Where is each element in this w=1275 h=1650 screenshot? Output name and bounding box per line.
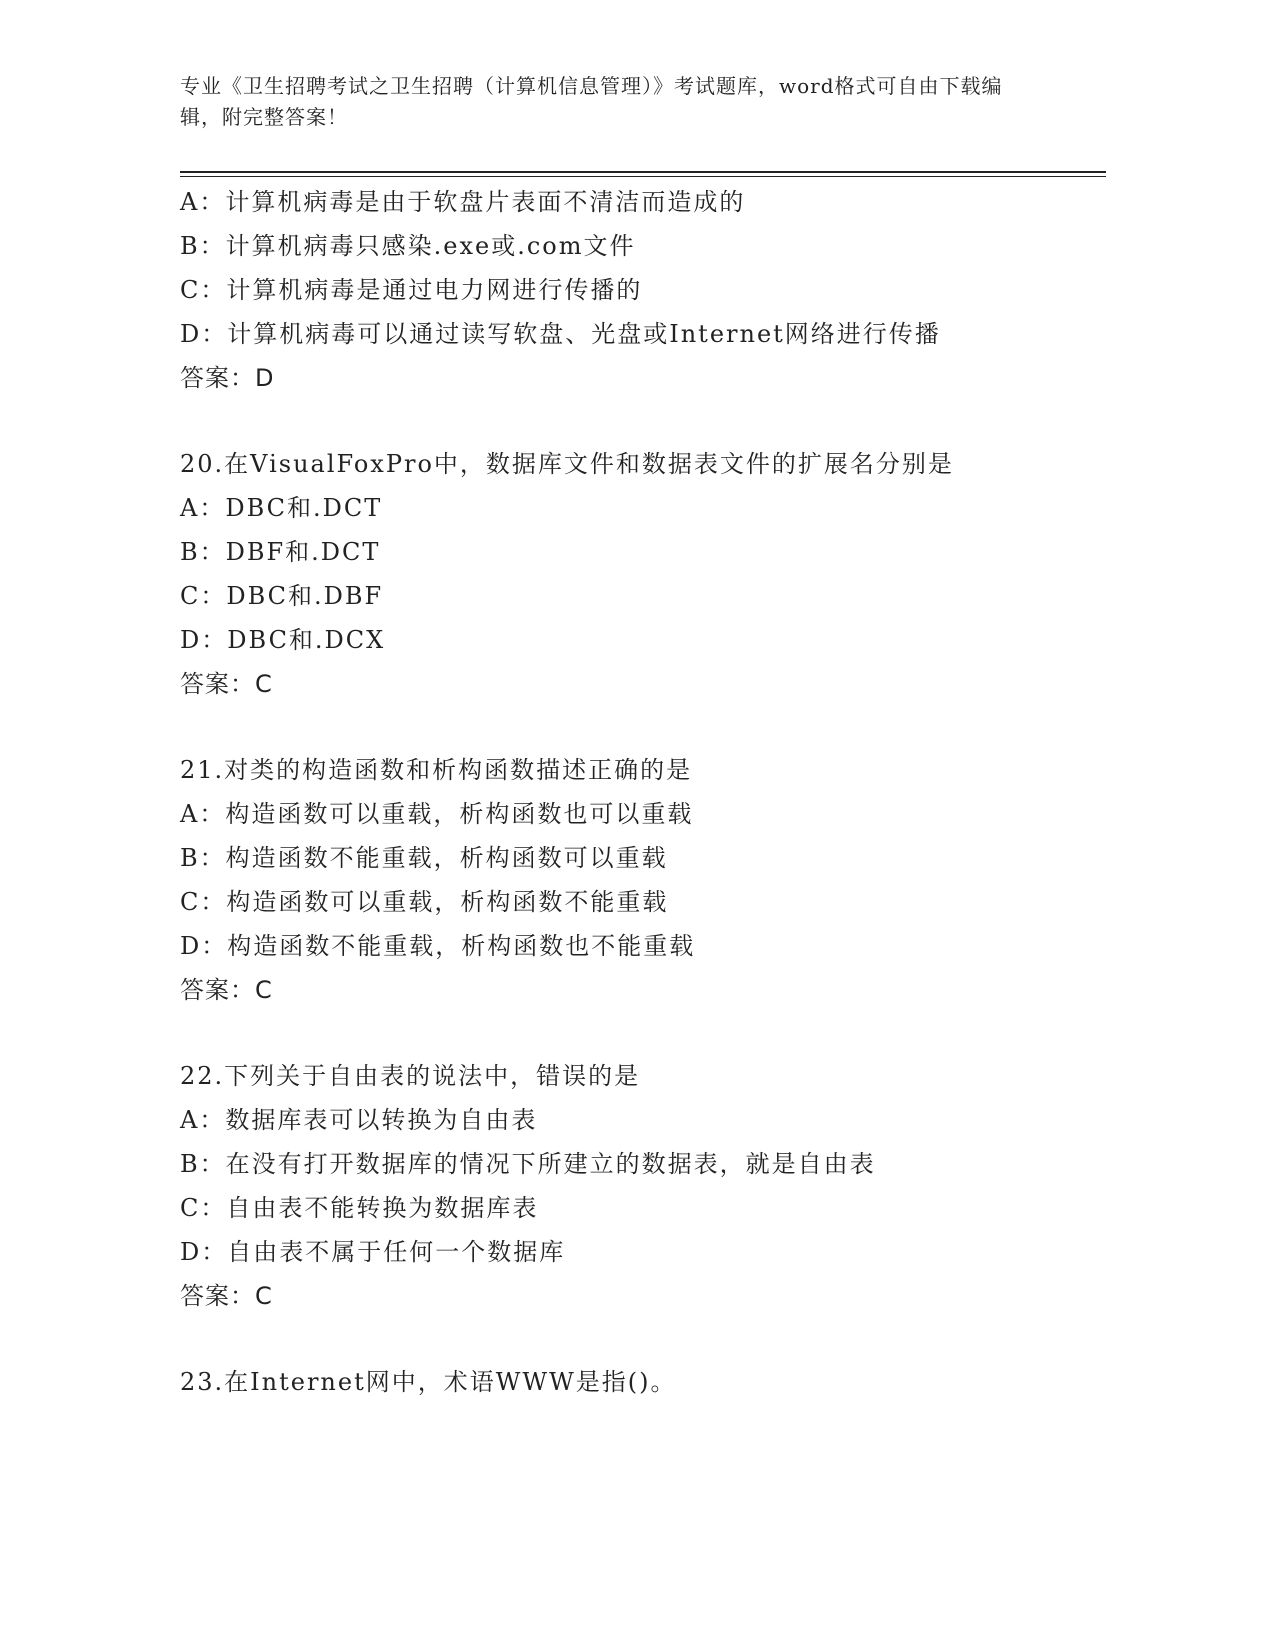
question-22	[180, 1054, 1106, 1318]
document-intro: 专业《卫生招聘考试之卫生招聘（计算机信息管理）》考试题库，word格式可自由下载编辑，附完整答案！	[180, 74, 1003, 129]
option-c: C：构造函数可以重载，析构函数不能重载	[180, 888, 669, 916]
option-a: A：DBC和.DCT	[180, 494, 383, 522]
question-23	[180, 1360, 1106, 1404]
divider	[180, 176, 1106, 177]
option-a: A：构造函数可以重载，析构函数也可以重载	[180, 800, 694, 828]
option-b: B：DBF和.DCT	[180, 538, 381, 566]
option-b: B：在没有打开数据库的情况下所建立的数据表，就是自由表	[180, 1150, 876, 1178]
question-list	[180, 180, 1106, 1404]
answer: 答案：C	[180, 670, 273, 698]
question-stem: 22.下列关于自由表的说法中，错误的是	[180, 1062, 641, 1090]
answer: 答案：D	[180, 364, 275, 392]
option-d: D：构造函数不能重载，析构函数也不能重载	[180, 932, 696, 960]
question-20	[180, 442, 1106, 706]
option-c: C：计算机病毒是通过电力网进行传播的	[180, 276, 643, 304]
option-a: A：数据库表可以转换为自由表	[180, 1106, 538, 1134]
question-stem: 23.在Internet网中，术语WWW是指()。	[180, 1368, 677, 1396]
divider	[180, 171, 1106, 173]
option-c: C：自由表不能转换为数据库表	[180, 1194, 539, 1222]
option-c: C：DBC和.DBF	[180, 582, 384, 610]
question-stem: 21.对类的构造函数和析构函数描述正确的是	[180, 756, 693, 784]
option-b: B：构造函数不能重载，析构函数可以重载	[180, 844, 668, 872]
answer: 答案：C	[180, 976, 273, 1004]
question-stem: 20.在VisualFoxPro中，数据库文件和数据表文件的扩展名分别是	[180, 450, 954, 478]
option-d: D：计算机病毒可以通过读写软盘、光盘或Internet网络进行传播	[180, 320, 941, 348]
option-b: B：计算机病毒只感染.exe或.com文件	[180, 232, 636, 260]
answer: 答案：C	[180, 1282, 273, 1310]
question-21	[180, 748, 1106, 1012]
question-19	[180, 180, 1106, 400]
option-a: A：计算机病毒是由于软盘片表面不清洁而造成的	[180, 188, 746, 216]
option-d: D：自由表不属于任何一个数据库	[180, 1238, 566, 1266]
option-d: D：DBC和.DCX	[180, 626, 386, 654]
